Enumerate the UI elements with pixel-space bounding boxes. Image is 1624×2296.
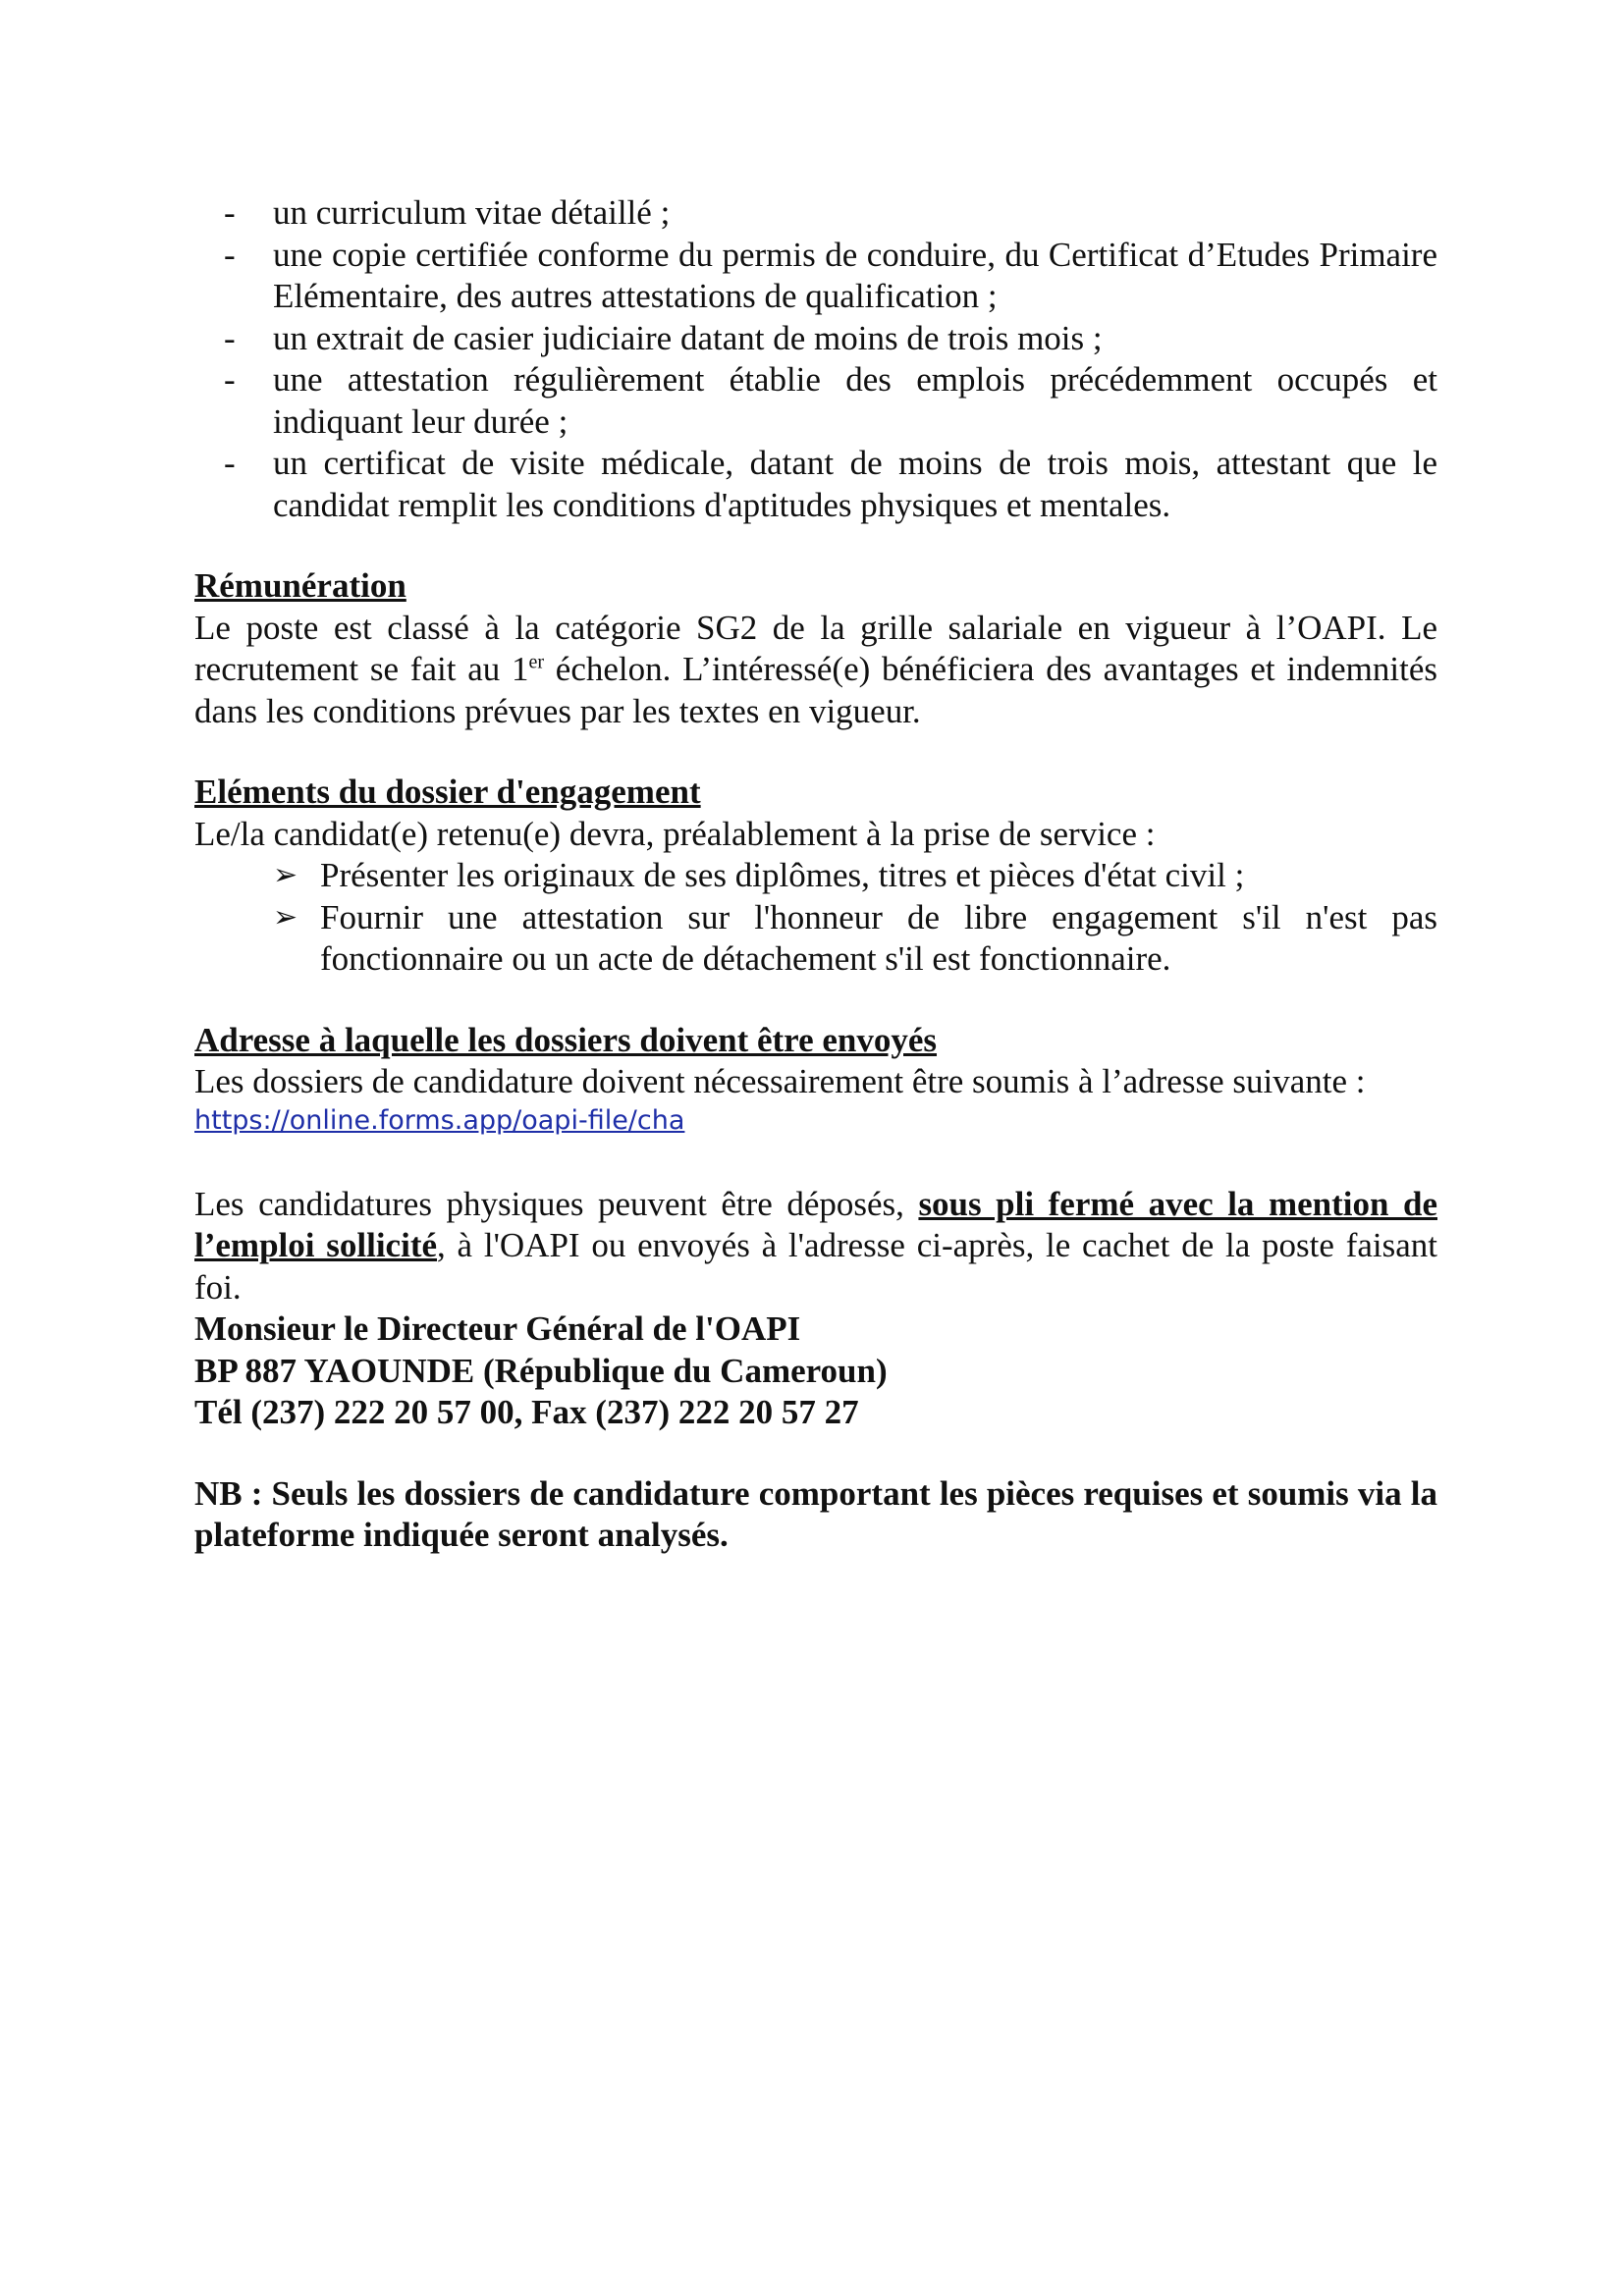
list-marker: -	[224, 235, 236, 274]
remuneration-text-part2: échelon. L’intéressé(e) bénéficiera des avantages et indemnités dans les conditions prévues par les textes en vigueur.	[194, 650, 1437, 730]
arrow-bullet-icon: ➢	[273, 900, 298, 934]
contact-postal-address: BP 887 YAOUNDE (République du Cameroun)	[194, 1351, 888, 1390]
contact-phone-fax: Tél (237) 222 20 57 00, Fax (237) 222 20 57 27	[194, 1393, 859, 1431]
list-item-text: une copie certifiée conforme du permis de conduire, du Certificat d’Etudes Primaire Elémentaire, des autres attestations de qualification ;	[273, 235, 1437, 315]
physical-text-end: , à l'OAPI ou envoyés à l'adresse ci-après, le cachet de la poste faisant foi.	[194, 1226, 1437, 1307]
address-section	[194, 1020, 1437, 1139]
address-intro: Les dossiers de candidature doivent nécessairement être soumis à l’adresse suivante :	[194, 1062, 1366, 1100]
list-item	[194, 855, 1437, 897]
list-marker: -	[224, 193, 236, 232]
physical-applications-section	[194, 1184, 1437, 1434]
remuneration-section	[194, 565, 1437, 732]
list-item-text: un certificat de visite médicale, datant de moins de trois mois, attestant que le candidat remplit les conditions d'aptitudes physiques et mentales.	[273, 444, 1437, 524]
list-item	[145, 318, 1437, 360]
application-link[interactable]: https://online.forms.app/oapi-file/cha	[194, 1104, 685, 1136]
list-item	[145, 192, 1437, 235]
list-item	[145, 235, 1437, 318]
remuneration-heading: Rémunération	[194, 566, 406, 605]
list-item	[194, 897, 1437, 981]
ordinal-superscript: er	[528, 651, 545, 673]
document-page	[194, 192, 1437, 1557]
list-item-text: un extrait de casier judiciaire datant de moins de trois mois ;	[273, 318, 1103, 357]
engagement-heading: Eléments du dossier d'engagement	[194, 773, 701, 811]
arrow-bullet-icon: ➢	[273, 859, 298, 891]
list-item	[145, 443, 1437, 526]
engagement-intro: Le/la candidat(e) retenu(e) devra, préalablement à la prise de service :	[194, 814, 1156, 853]
list-item-text: Présenter les originaux de ses diplômes, titres et pièces d'état civil ;	[320, 856, 1245, 894]
note-section	[194, 1473, 1437, 1557]
engagement-list	[194, 855, 1437, 981]
physical-text-start: Les candidatures physiques peuvent être déposés,	[194, 1184, 919, 1223]
remuneration-text-part1: Le poste est classé à la catégorie SG2 de la grille salariale en vigueur à l’OAPI. Le recrutement se fait au 1	[194, 608, 1437, 688]
list-item-text: une attestation régulièrement établie des emplois précédemment occupés et indiquant leur durée ;	[273, 360, 1437, 441]
required-documents-list	[194, 192, 1437, 526]
remuneration-text	[194, 608, 1437, 733]
list-marker: -	[224, 318, 236, 357]
contact-recipient: Monsieur le Directeur Général de l'OAPI	[194, 1309, 801, 1348]
list-marker: -	[224, 360, 236, 399]
address-heading: Adresse à laquelle les dossiers doivent être envoyés	[194, 1020, 938, 1059]
engagement-section	[194, 772, 1437, 981]
physical-emphasis: sous pli fermé avec la mention de l’emploi sollicité	[194, 1184, 1437, 1264]
list-marker: -	[224, 444, 236, 482]
list-item	[145, 359, 1437, 443]
physical-applications-text	[194, 1184, 1437, 1309]
list-item-text: Fournir une attestation sur l'honneur de libre engagement s'il n'est pas fonctionnaire ou un acte de détachement s'il est fonctionnaire.	[320, 897, 1437, 978]
list-item-text: un curriculum vitae détaillé ;	[273, 193, 671, 232]
note-text: NB : Seuls les dossiers de candidature comportant les pièces requises et soumis via la plateforme indiquée seront analysés.	[194, 1473, 1437, 1554]
